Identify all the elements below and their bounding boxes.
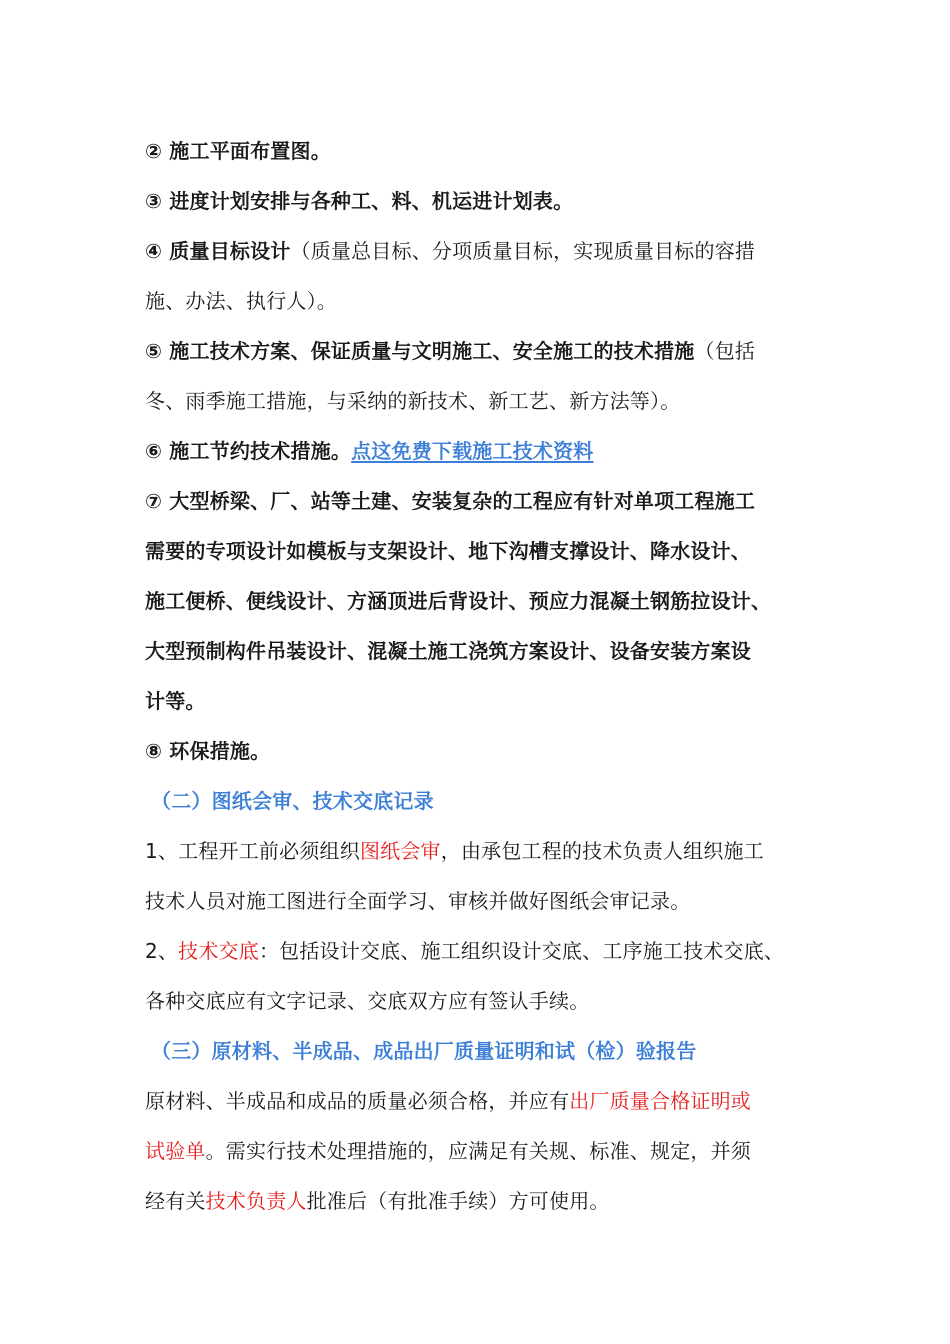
p1-text-cont: 技术人员对施工图进行全面学习、审核并做好图纸会审记录。 xyxy=(145,889,691,913)
p3-highlight-1: 出厂质量合格证明或 xyxy=(569,1089,752,1113)
item-5-line-2 xyxy=(145,376,825,426)
p1-text-pre: 1、工程开工前必须组织 xyxy=(145,839,360,863)
item-6 xyxy=(145,426,825,476)
section-3-p-line-3 xyxy=(145,1176,825,1226)
section-2-p1-line-1 xyxy=(145,826,825,876)
item-5-detail-cont: 冬、雨季施工措施，与采纳的新技术、新工艺、新方法等）。 xyxy=(145,389,681,413)
section-2-p2-line-1 xyxy=(145,926,825,976)
item-5-line-1 xyxy=(145,326,825,376)
item-7-text-4: 大型预制构件吊装设计、混凝土施工浇筑方案设计、设备安装方案设 xyxy=(145,639,751,663)
download-link[interactable]: 点这免费下载施工技术资料 xyxy=(351,439,594,463)
section-3-heading xyxy=(145,1026,825,1076)
item-5-detail: （包括 xyxy=(694,339,756,363)
p3-text-mid: 。需实行技术处理措施的，应满足有关规、标准、规定，并须 xyxy=(205,1139,752,1163)
item-7-line-1 xyxy=(145,476,825,526)
p3-text-pre: 原材料、半成品和成品的质量必须合格，并应有 xyxy=(145,1089,570,1113)
p3-text-end: 批准后（有批准手续）方可使用。 xyxy=(306,1189,610,1213)
item-4-title: ④ 质量目标设计 xyxy=(145,239,291,263)
item-4-detail: （质量总目标、分项质量目标，实现质量目标的容措 xyxy=(290,239,756,263)
item-4-line-1 xyxy=(145,226,825,276)
p1-highlight: 图纸会审 xyxy=(359,839,441,863)
item-6-title: ⑥ 施工节约技术措施。 xyxy=(145,439,352,463)
item-8 xyxy=(145,726,825,776)
item-7-line-4 xyxy=(145,626,825,676)
section-2-heading xyxy=(145,776,825,826)
section-3-heading-text: （三）原材料、半成品、成品出厂质量证明和试（检）验报告 xyxy=(151,1039,697,1063)
section-2-p2-line-2 xyxy=(145,976,825,1026)
item-8-text: ⑧ 环保措施。 xyxy=(145,739,271,763)
item-2-text: ② 施工平面布置图。 xyxy=(145,139,331,163)
item-7-text-3: 施工便桥、便线设计、方涵顶进后背设计、预应力混凝土钢筋拉设计、 xyxy=(145,589,772,613)
section-3-p-line-2 xyxy=(145,1126,825,1176)
item-4-detail-cont: 施、办法、执行人）。 xyxy=(145,289,337,313)
item-7-line-2 xyxy=(145,526,825,576)
item-2 xyxy=(145,126,825,176)
p2-text-post: ：包括设计交底、施工组织设计交底、工序施工技术交底、 xyxy=(258,939,785,963)
item-7-text-1: ⑦ 大型桥梁、厂、站等土建、安装复杂的工程应有针对单项工程施工 xyxy=(145,489,756,513)
item-7-text-5: 计等。 xyxy=(145,689,206,713)
p2-text-pre: 2、 xyxy=(145,939,179,963)
p2-text-cont: 各种交底应有文字记录、交底双方应有签认手续。 xyxy=(145,989,590,1013)
document-body xyxy=(145,126,825,1226)
item-3 xyxy=(145,176,825,226)
item-7-line-3 xyxy=(145,576,825,626)
section-2-p1-line-2 xyxy=(145,876,825,926)
item-7-line-5 xyxy=(145,676,825,726)
p3-highlight-3: 技术负责人 xyxy=(205,1189,307,1213)
p1-text-post: ，由承包工程的技术负责人组织施工 xyxy=(440,839,764,863)
item-3-text: ③ 进度计划安排与各种工、料、机运进计划表。 xyxy=(145,189,574,213)
p3-highlight-2: 试验单 xyxy=(145,1139,206,1163)
item-4-line-2 xyxy=(145,276,825,326)
item-5-title: ⑤ 施工技术方案、保证质量与文明施工、安全施工的技术措施 xyxy=(145,339,695,363)
section-2-heading-text: （二）图纸会审、技术交底记录 xyxy=(151,789,434,813)
p3-text-pre-2: 经有关 xyxy=(145,1189,206,1213)
p2-highlight: 技术交底 xyxy=(178,939,259,963)
section-3-p-line-1 xyxy=(145,1076,825,1126)
item-7-text-2: 需要的专项设计如模板与支架设计、地下沟槽支撑设计、降水设计、 xyxy=(145,539,751,563)
